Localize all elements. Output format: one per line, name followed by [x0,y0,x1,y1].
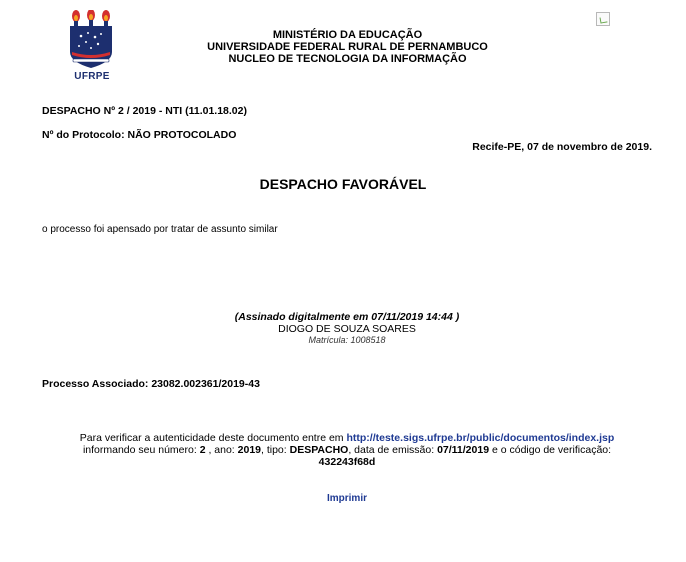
protocolo-value: NÃO PROTOCOLADO [127,129,237,141]
verification-line-2 [0,444,686,456]
verification-code: 432243f68d [318,456,376,468]
associated-process-value: 23082.002361/2019-43 [151,378,260,390]
verification-date-label: , data de emissão: [348,444,438,456]
ufrpe-logo-text: UFRPE [74,71,110,82]
signer-name: DIOGO DE SOUZA SOARES [278,322,416,335]
document-date: Recife-PE, 07 de novembro de 2019. [472,141,652,153]
verification-block [0,432,686,468]
despacho-number: DESPACHO Nº 2 / 2019 - NTI (11.01.18.02) [42,105,247,117]
print-link[interactable]: Imprimir [326,493,367,504]
verification-line-3 [0,456,686,468]
verification-intro: Para verificar a autenticidade deste documento entre em [79,432,347,444]
signature-timestamp: (Assinado digitalmente em 07/11/2019 14:44 ) [234,311,460,323]
print-container [0,493,686,504]
document-title: DESPACHO FAVORÁVEL [259,176,427,192]
torch-flames-icon [72,10,110,26]
header-line-department: NUCLEO DE TECNOLOGIA DA INFORMAÇÃO [228,53,467,65]
verification-number-label: informando seu número: [82,444,200,456]
verification-line-1 [0,432,686,444]
verification-number: 2 [199,444,206,456]
protocolo-label: Nº do Protocolo: [42,129,125,141]
document-header [200,29,495,65]
verification-year: 2019 [237,444,261,456]
verification-link[interactable]: http://teste.sigs.ufrpe.br/public/documentos/index.jsp [346,432,615,444]
document-body: o processo foi apensado por tratar de assunto similar [42,224,278,235]
broken-image-icon [596,12,610,26]
signature-block [0,312,686,347]
associated-process [42,378,260,390]
verification-type: DESPACHO [289,444,349,456]
verification-year-label: , ano: [205,444,238,456]
verification-code-label: e o código de verificação: [489,444,612,456]
associated-process-label: Processo Associado: [42,378,149,390]
header-line-university: UNIVERSIDADE FEDERAL RURAL DE PERNAMBUCO [207,41,488,53]
verification-type-label: , tipo: [261,444,290,456]
signer-matricula: Matrícula: 1008518 [308,335,386,345]
header-line-ministry: MINISTÉRIO DA EDUCAÇÃO [272,29,423,41]
verification-date: 07/11/2019 [437,444,490,456]
protocolo-line [42,129,236,141]
